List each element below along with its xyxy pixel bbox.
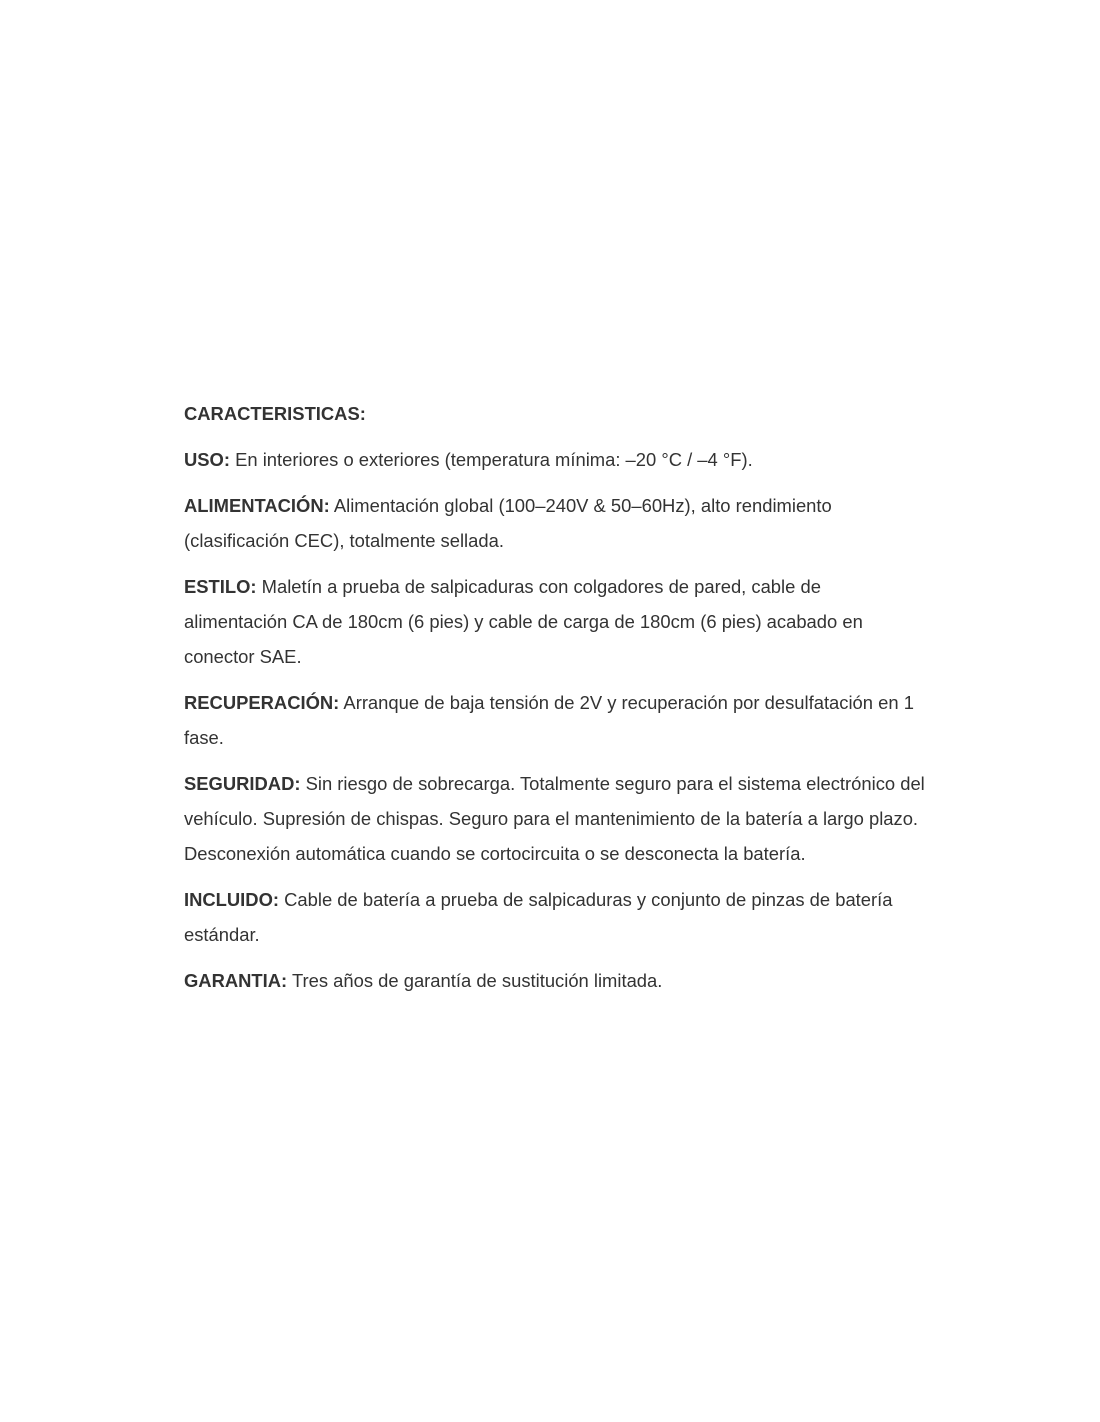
feature-label: SEGURIDAD:: [184, 773, 301, 794]
feature-text: Tres años de garantía de sustitución limitada.: [291, 970, 663, 991]
feature-label: INCLUIDO:: [184, 889, 280, 910]
feature-text: Maletín a prueba de salpicaduras con colgadores de pared, cable de alimentación CA de 180cm (6 pies) y cable de carga de 180cm (6 pies) acabado en conector SAE.: [184, 576, 863, 667]
feature-text: Sin riesgo de sobrecarga. Totalmente seguro para el sistema electrónico del vehículo. Supresión de chispas. Seguro para el mantenimiento de la batería a largo plazo. Desconexión automática cuando se cortocircuita o se desconecta la batería.: [184, 773, 925, 864]
feature-text: Alimentación global (100–240V & 50–60Hz), alto rendimiento (clasificación CEC), totalmente sellada.: [184, 495, 832, 551]
features-document: [184, 396, 929, 1009]
feature-label: GARANTIA:: [184, 970, 288, 991]
feature-recuperacion: [184, 685, 929, 755]
feature-garantia: [184, 963, 929, 998]
feature-text: En interiores o exteriores (temperatura mínima: –20 °C / –4 °F).: [235, 449, 753, 470]
feature-incluido: [184, 882, 929, 952]
feature-uso: [184, 442, 929, 477]
features-heading: CARACTERISTICAS:: [184, 403, 366, 424]
feature-seguridad: [184, 766, 929, 871]
feature-label: ALIMENTACIÓN:: [184, 495, 330, 516]
feature-alimentacion: [184, 488, 929, 558]
feature-label: USO:: [184, 449, 230, 470]
feature-label: ESTILO:: [184, 576, 257, 597]
feature-text: Arranque de baja tensión de 2V y recuperación por desulfatación en 1 fase.: [184, 692, 914, 748]
feature-text: Cable de batería a prueba de salpicaduras y conjunto de pinzas de batería estándar.: [184, 889, 893, 945]
feature-estilo: [184, 569, 929, 674]
feature-label: RECUPERACIÓN:: [184, 692, 340, 713]
